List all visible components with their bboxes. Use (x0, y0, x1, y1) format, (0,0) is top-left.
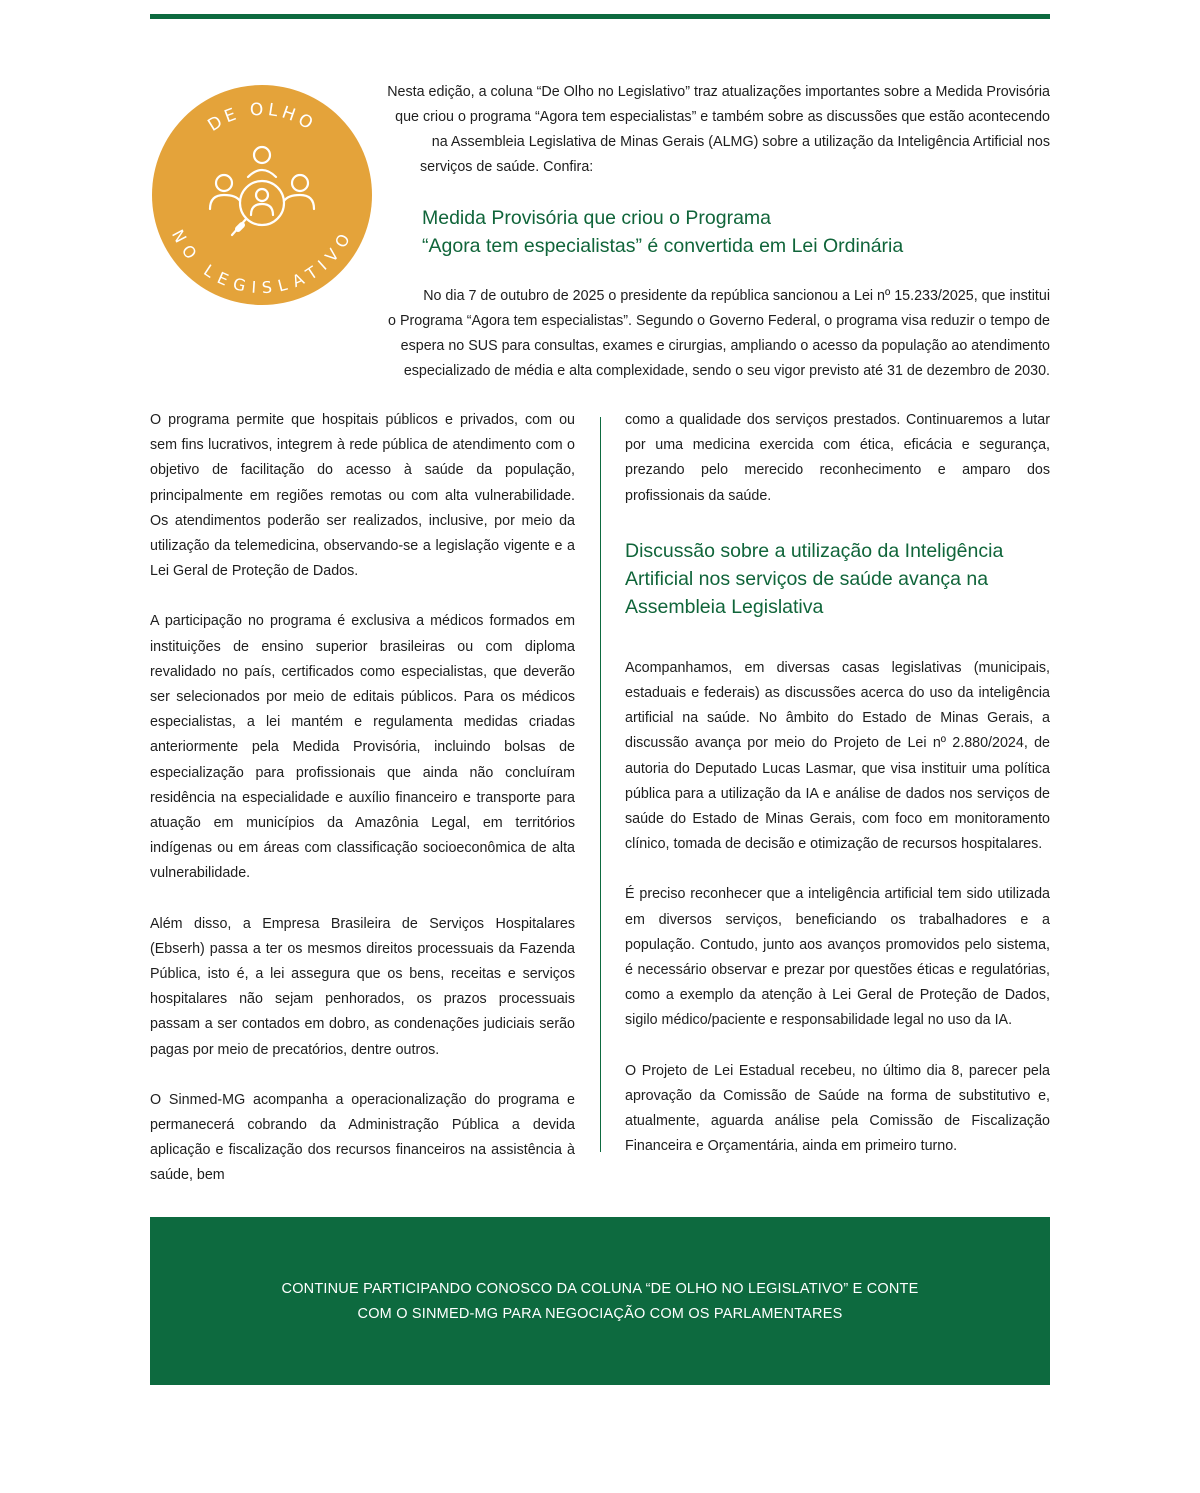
logo-bottom-text: NO LEGISLATIVO (167, 226, 357, 298)
logo-graphic (152, 85, 372, 305)
headline-line: “Agora tem especialistas” é convertida em Lei Ordinária (422, 235, 904, 257)
de-olho-logo (152, 85, 372, 305)
paragraph: A participação no programa é exclusiva a médicos formados em instituições de ensino superior brasileiras ou com diploma revalidado no país, certificados como especialistas, que deverão ser selecionados por meio de editais públicos. Para os médicos especialistas, a lei mantém e regulamenta medidas criadas anteriormente pela Medida Provisória, incluindo bolsas de especialização para profissionais que ainda não concluíram residência na especialidade e auxílio financeiro e transporte para atuação em municípios da Amazônia Legal, em territórios indígenas ou em áreas com classificação socioeconômica de alta vulnerabilidade. (150, 613, 575, 882)
lead-line: especializado de média e alta complexidade, sendo o seu vigor previsto até 31 de dezembro de 2030. (403, 363, 1050, 379)
right-column (625, 408, 1050, 1184)
people-magnifier-icon (210, 147, 314, 235)
lead-line: No dia 7 de outubro de 2025 o presidente da república sancionou a Lei nº 15.233/2025, que institui (423, 288, 1050, 304)
paragraph: Acompanhamos, em diversas casas legislativas (municipais, estaduais e federais) as discussões acerca do uso da inteligência artificial na saúde. No âmbito do Estado de Minas Gerais, a discussão avança por meio do Projeto de Lei nº 2.880/2024, de autoria do Deputado Lucas Lasmar, que visa instituir uma política pública para a utilização da IA e análise de dados nos serviços de saúde do Estado de Minas Gerais, com foco em monitoramento clínico, tomada de decisão e otimização de recursos hospitalares. (625, 659, 1050, 853)
top-rule (150, 14, 1050, 19)
lead-line: o Programa “Agora tem especialistas”. Segundo o Governo Federal, o programa visa reduzir o tempo de (388, 313, 1050, 329)
lead-line: espera no SUS para consultas, exames e cirurgias, ampliando o acesso da população ao atendimento (400, 338, 1050, 354)
footer-text (150, 1277, 1050, 1327)
paragraph: Além disso, a Empresa Brasileira de Serviços Hospitalares (Ebserh) passa a ter os mesmos direitos processuais da Fazenda Pública, isto é, a lei assegura que os bens, receitas e serviços hospitalares não sejam penhorados, os prazos processuais passam a ser contados em dobro, as condenações judiciais serão pagas por meio de precatórios, dentre outros. (150, 915, 575, 1058)
intro-line: Nesta edição, a coluna “De Olho no Legislativo” traz atualizações importantes sobre a Medida Provisória (387, 84, 1050, 100)
paragraph: como a qualidade dos serviços prestados. Continuaremos a lutar por uma medicina exercida com ética, eficácia e segurança, prezando pelo merecido reconhecimento e amparo dos profissionais da saúde. (625, 412, 1050, 504)
headline-lei-ordinaria (422, 204, 903, 260)
paragraph: É preciso reconhecer que a inteligência artificial tem sido utilizada em diversos serviços, beneficiando os trabalhadores e a população. Contudo, junto aos avanços promovidos pelo sistema, é necessário observar e prezar por questões éticas e regulatórias, como a exemplo da atenção à Lei Geral de Proteção de Dados, sigilo médico/paciente e responsabilidade legal no uso da IA. (625, 886, 1050, 1029)
intro-line: que criou o programa “Agora tem especialistas” e também sobre as discussões que estão acontecendo (395, 109, 1050, 125)
intro-line: serviços de saúde. Confira: (420, 159, 594, 175)
footer-line: COM O SINMED-MG PARA NEGOCIAÇÃO COM OS PARLAMENTARES (357, 1306, 843, 1322)
headline-line: Medida Provisória que criou o Programa (422, 207, 772, 229)
footer-banner (150, 1217, 1050, 1385)
paragraph: O programa permite que hospitais públicos e privados, com ou sem fins lucrativos, integrem à rede pública de atendimento com o objetivo de facilitação do acesso à saúde da população, principalmente em regiões remotas ou com alta vulnerabilidade. Os atendimentos poderão ser realizados, inclusive, por meio da utilização da telemedicina, observando-se a legislação vigente e a Lei Geral de Proteção de Dados. (150, 412, 575, 580)
footer-line: CONTINUE PARTICIPANDO CONOSCO DA COLUNA “DE OLHO NO LEGISLATIVO” E CONTE (281, 1281, 919, 1297)
headline-ia: Discussão sobre a utilização da Inteligência Artificial nos serviços de saúde avança na Assembleia Legislativa (625, 539, 1004, 618)
paragraph: O Sinmed-MG acompanha a operacionalização do programa e permanecerá cobrando da Administração Pública a devida aplicação e fiscalização dos recursos financeiros na assistência à saúde, bem (150, 1091, 575, 1184)
intro-block (380, 80, 1050, 180)
lead-block (280, 284, 1050, 384)
logo-top-text: DE OLHO (204, 99, 320, 136)
column-divider (600, 417, 601, 1152)
paragraph: O Projeto de Lei Estadual recebeu, no último dia 8, parecer pela aprovação da Comissão de Saúde na forma de substitutivo e, atualmente, aguarda análise pela Comissão de Fiscalização Financeira e Orçamentária, ainda em primeiro turno. (625, 1062, 1050, 1155)
intro-line: na Assembleia Legislativa de Minas Gerais (ALMG) sobre a utilização da Inteligência Artificial nos (431, 134, 1050, 150)
left-column (150, 408, 575, 1214)
